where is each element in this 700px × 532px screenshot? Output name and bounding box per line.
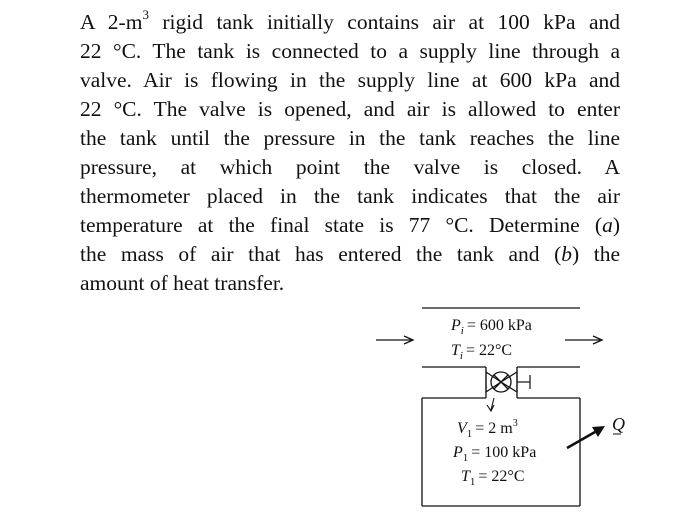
tank-diagram xyxy=(360,300,630,525)
text-segment: the mass of air that has entered the tank and ( xyxy=(80,242,562,266)
problem-line-7: thermometer placed in the tank indicates that the air xyxy=(80,184,620,208)
valve-flow-arrow xyxy=(487,398,494,411)
heat-transfer-label: Q xyxy=(612,414,625,434)
text-segment: A 2-m xyxy=(80,10,143,34)
tank-volume-label: $V_1 = 2$ $m^3$ xyxy=(457,418,518,440)
text-segment: temperature at the final state is 77 °C. Determine ( xyxy=(80,213,603,237)
problem-line-4: 22 °C. The valve is opened, and air is allowed to enter xyxy=(80,97,620,121)
problem-line-5: the tank until the pressure in the tank reaches the line xyxy=(80,126,620,150)
tank-pressure-label: $P_1 = 100$ kPa xyxy=(453,444,537,464)
problem-line-6: pressure, at which point the valve is closed. A xyxy=(80,155,620,179)
tank-temperature-label: $T_1 = 22^\circ C$ xyxy=(461,468,525,488)
problem-statement xyxy=(80,8,620,298)
text-segment: ) the xyxy=(572,242,620,266)
tank-diagram-svg xyxy=(360,300,630,525)
supply-pressure-label: $P_i = 600$ kPa xyxy=(451,317,532,337)
text-segment: rigid tank initially contains air at 100 kPa and xyxy=(148,10,620,34)
superscript: 3 xyxy=(142,6,149,22)
supply-temperature-label: $T_i = 22^\circ C$ xyxy=(451,342,513,362)
problem-line-1 xyxy=(80,8,620,37)
inlet-flow-arrow xyxy=(376,336,413,344)
problem-line-2: 22 °C. The tank is connected to a supply line through a xyxy=(80,39,620,63)
text-segment: ) xyxy=(612,213,620,237)
outlet-flow-arrow xyxy=(565,336,602,344)
valve-icon xyxy=(486,367,530,398)
problem-line-8 xyxy=(80,211,620,240)
part-b-label: b xyxy=(561,242,572,266)
heat-transfer-arrow xyxy=(567,426,605,448)
problem-line-10: amount of heat transfer. xyxy=(80,271,285,295)
problem-line-9 xyxy=(80,240,620,269)
problem-line-3: valve. Air is flowing in the supply line at 600 kPa and xyxy=(80,68,620,92)
part-a-label: a xyxy=(602,213,613,237)
